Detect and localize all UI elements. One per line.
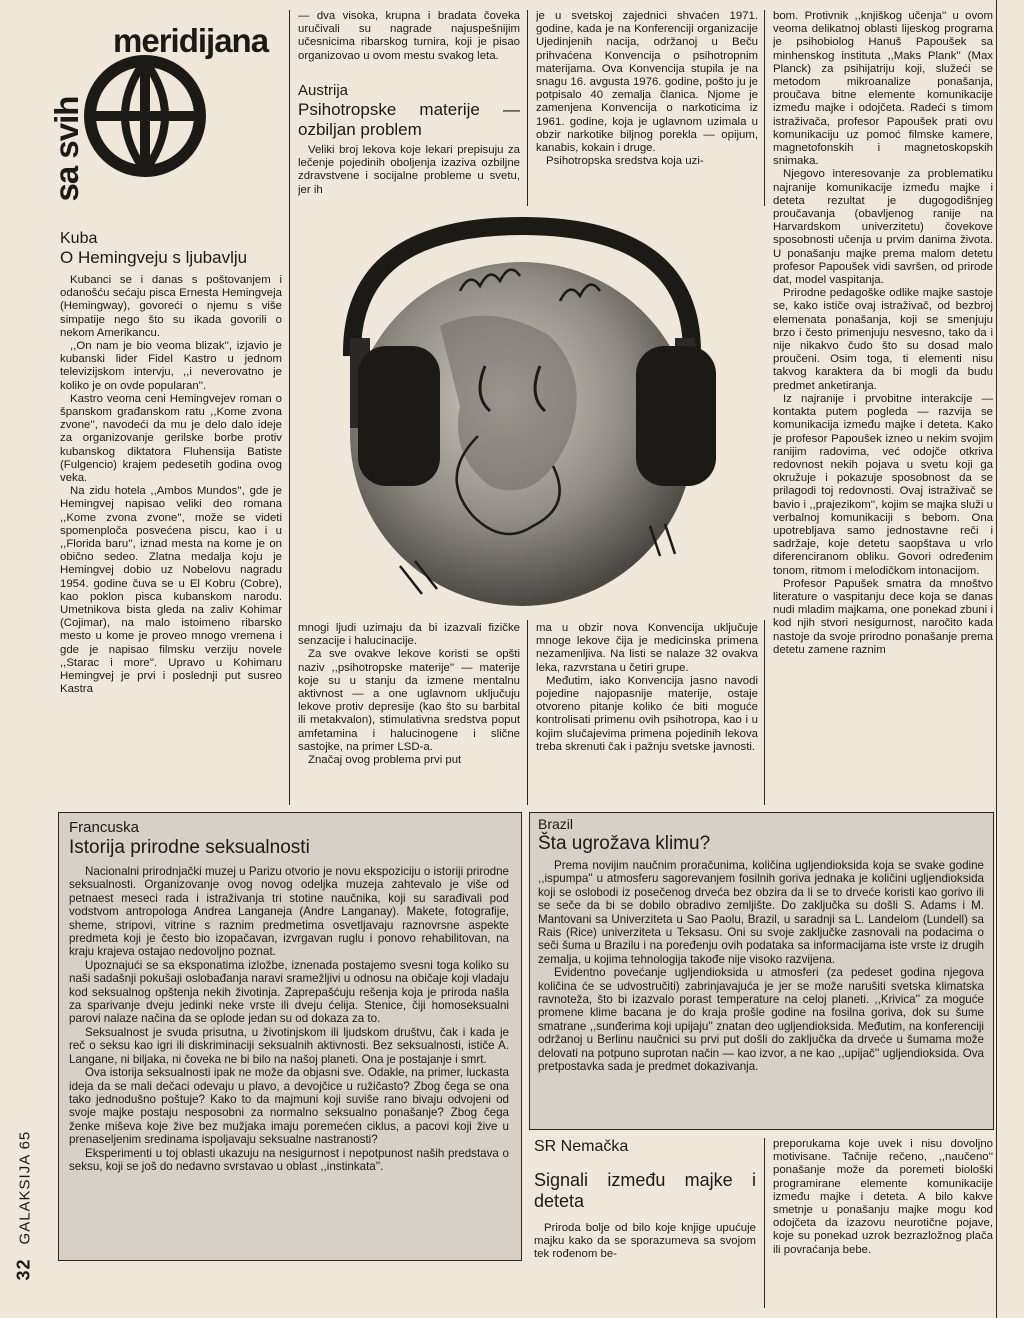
- logo-top-word: meridijana: [113, 22, 269, 59]
- magazine-name: GALAKSIJA 65: [16, 1130, 34, 1245]
- article-title: Psihotropske materije — ozbiljan problem: [298, 100, 520, 139]
- page-edge-rule: [996, 0, 997, 1318]
- paragraph: Njegovo interesovanje za problematiku najranije komunikacije između majke i deteta rezultat je dugogodišnjeg proučavanja (obavljenog ranije na Harvardskom univerzitetu) čovekove sposobnosti učenja u prvim danima života. U ponašanju majke prema malom detetu profesor Papoušek vidi savršen, od prirode dat, model vaspitanja.: [773, 168, 993, 287]
- paragraph: Kubanci se i danas s poštovanjem i odanošću sećaju pisca Ernesta Hemingveja (Hemingway), govoreći o njemu s više simpatije nego što su ikada govorili o nekom Amerikancu.: [60, 274, 282, 339]
- page-footer-label: [4, 1120, 44, 1300]
- article-title: Šta ugrožava klimu?: [538, 833, 711, 854]
- article-brazil-box: [529, 812, 994, 1130]
- article-austrija-continued: [298, 622, 520, 806]
- article-title: Istorija prirodne seksualnosti: [69, 837, 310, 858]
- article-francuska-box: [58, 812, 522, 1261]
- paragraph: Priroda bolje od bilo koje knjige upućuje majku kako da se sporazumeva sa svojom tek rođenom be-: [534, 1222, 756, 1261]
- article-kuba: [60, 230, 282, 808]
- article-continuation: [298, 10, 520, 80]
- paragraph: Ova istorija seksualnosti ipak ne može da objasni sve. Odakle, na primer, luckasta ideja da se mali dečaci odevaju u plavo, a devojčice u ružičasto? Zbog čega se ona tako jednodušno poštuje? Kako to da majmuni koji suviše rano bivaju odvojeni od svoje majke postaju nesposobni za normalno seksualno ponašanje? Zbog čega ženke miševa koje žive bez mužjaka imaju poremećen ciklus, a pacovi koji žive u prenaseljenim sredinama ispoljavaju seksualne nastranosti?: [69, 1066, 509, 1147]
- paragraph: preporukama koje uvek i nisu dovoljno motivisane. Tačnije rečeno, ,,naučeno'' ponašanje može da poremeti biološki programirane elemente komunikacije između majke i deteta. A bilo kakve smetnje u ponašanju majke mogu kod odojčeta da izazovu neurotične pojave, koje su ponekad uzrok bezrazložnog plača ili povraćanja bebe.: [773, 1138, 993, 1256]
- article-kicker: SR Nemačka: [534, 1138, 629, 1155]
- paragraph: Seksualnost je svuda prisutna, u životinjskom ili ljudskom društvu, čak i kada je reč o seksu kao igri ili diskriminaciji seksualnih aktivnosti. Bez seksualnosti, ističe A. Langane, ni biljaka, ni čoveka ne bi bilo na našoj planeti. Ona je postajanje i smrt.: [69, 1025, 509, 1066]
- article-kicker: Kuba: [60, 230, 98, 247]
- paragraph: Međutim, iako Konvencija jasno navodi pojedine najopasnije materije, ostaje otvoreno pitanje koliko će biti moguće kontrolisati primenu ovih psihotropa, kao i u kojim slučajevima primena pojedinih lekova treba skrenuti čak i pažnju svetske javnosti.: [536, 674, 758, 753]
- paragraph: Veliki broj lekova koje lekari prepisuju za lečenje pojedinih oboljenja izaziva ozbiljne zdravstvene i socijalne probleme u svetu, jer ih: [298, 144, 520, 196]
- paragraph: Značaj ovog problema prvi put: [308, 754, 462, 767]
- globe-headphones-icon: [290, 206, 765, 620]
- paragraph: ma u obzir nova Konvencija uključuje mnoge lekove čija je medicinska primena nezamenljiva. Na listi se nalaze 32 ovakva leka, razvrstana u četiri grupe.: [536, 622, 758, 674]
- paragraph: — dva visoka, krupna i bradata čoveka uručivali su nagrade najuspešnijim učesnicima ribarskog turnira, koji je pisao organizovao u ovom mestu svakog leta.: [298, 10, 520, 62]
- paragraph: Evidentno povećanje ugljendioksida u atmosferi (za pedeset godina njegova količina će se udvostručiti) zabrinjavajuća je jer se može narušiti svetska klimatska ravnoteža, što bi izazvalo porast temperature na celoj planeti. ,,Krivica'' za moguće promene klime bacana je do kraja prošle godine na fosilna goriva, dok su šume smatrane ,,sunđerima koji upijaju'' znatan deo ugljendioksida. Međutim, na konferenciji održanoj u Berlinu naučnici su prvi put došli do zaključka da drveće u šumama može delovati na potpuno suprotan način — kao izvor, a ne kao ,,upijač'' ugljendioksida. Ova pretpostavka sada je predmet dokazivanja.: [538, 966, 984, 1074]
- article-kicker: Brazil: [538, 816, 574, 832]
- article-nemacka-continued: [773, 1138, 993, 1310]
- paragraph: Nacionalni prirodnjački muzej u Parizu otvorio je novu ekspoziciju o istoriji prirodne seksualnosti. Organizovanje ovog novog odeljka muzeja zahtevalo je više od petnaest meseci rada i istraživanja tri stotine naučnika, koji su sarađivali pod vodstvom antropologa Andrea Langaneja (Andre Langanay). Makete, fotografije, sheme, stripovi, vitrine s raznim predmetima osvetljavaju raznovrsne aspekte predmeta koji je često bio izopačavan, izvrgavan ruglu i ponovo rehabilitovan, na kraju krajeva ostajao nedovoljno poznat.: [69, 865, 509, 959]
- globe-headphones-illustration: [290, 206, 765, 620]
- article-title: Signali između majke i deteta: [534, 1170, 756, 1211]
- paragraph: mnogi ljudi uzimaju da bi izazvali fizičke senzacije i halucinacije.: [298, 622, 520, 648]
- page-number: 32: [13, 1258, 34, 1281]
- column-rule: [764, 1138, 765, 1308]
- paragraph: Za sve ovakve lekove koristi se opšti naziv ,,psihotropske materije'' — materije koje su u stanju da izmene mentalnu aktivnost — a one uglavnom uključuju lekove protiv depresije (kao što su barbital ili metakvalon), stimulativna sredstva poput amfetamina i halucinogene i slične sastojke, na primer LSD-a.: [298, 648, 520, 753]
- paragraph: Kastro veoma ceni Hemingvejev roman o španskom građanskom ratu ,,Kome zvona zvone'', navodeći da mu je delo dalo ideje za organizovanje gerilske borbe protiv kubanskog diktatora Fluhensija Batiste (Fulgencio) krajem pedesetih godina ovog veka.: [60, 392, 282, 485]
- article-kicker: Austrija: [298, 82, 349, 99]
- paragraph: bom. Protivnik ,,knjiškog učenja'' u ovom veoma delikatnoj oblasti lijeskog programa je psihobiolog Hanuš Papoušek sa minhenskog instituta ,,Maks Plank'' (Max Planck) za psihijatriju koji, služeći se metodom mikroanalize ponašanja, proučava bitne elemente komunikacije između majke i odojčeta. Radeći s timom istraživača, profesor Papoušek prati ovu komunikaciju uz pomoć filmske kamere, magnetofonskih i magnetoskopskih snimaka.: [773, 10, 993, 168]
- paragraph: Na zidu hotela ,,Ambos Mundos'', gde je Hemingvej napisao veliki deo romana ,,Kome zvona zvone'', može se videti spomenploča posvećena piscu, kao i u ,,Florida baru'', iznad mesta na kome je on obično sedeo. Zlatna medalja koju je Hemingvej dobio uz Nobelovu nagradu 1954. godine čuva se u El Kobru (Cobre), kao poklon pisca kubanskom narodu. Umetnikova bista gleda na zaliv Kohimar (Cojimar), na malo istoimeno ribarsko mesto u kome je proveo mnogo vremena i gde je napisao filmsku verziju novele ,,Starac i more''. Upravo u Kohimaru Hemingvej je prvi i poslednji put susreo Kastra: [60, 485, 282, 696]
- article-nemacka: [534, 1138, 756, 1310]
- paragraph: Psihotropska sredstva koja uzi-: [546, 155, 704, 168]
- section-logo: [48, 18, 280, 223]
- article-austrija-continued: [536, 622, 758, 806]
- paragraph: Upoznajući se sa eksponatima izložbe, iznenada postajemo svesni toga koliko su naši sadašnji pokušaji oslobađanja naravi sramežljivi u odnosu na običaje koji vladaju kod seksualnog opštenja nekih životinja. Zaprepašćuju rešenja koja je priroda našla za sparivanje dveju jedinki neke vrste ili dveju ćelija. Stenice, čiji homoseksualni parovi nalaze načina da se oplode jedan su od dokaza za to.: [69, 958, 509, 1026]
- article-austrija-continued: [536, 10, 758, 206]
- logo-side-word: sa svih: [48, 96, 85, 202]
- article-nemacka-continued: [773, 10, 993, 806]
- article-title: O Hemingveju s ljubavlju: [60, 248, 248, 267]
- paragraph: ,,On nam je bio veoma blizak'', izjavio je kubanski lider Fidel Kastro u jednom televizijskom intervju, ,,i neverovatno je koliko je on ovde popularan''.: [60, 340, 282, 392]
- paragraph: Profesor Papušek smatra da mnoštvo literature o vaspitanju dece koja se danas nudi mladim majkama, one ponekad zbuni i kod njih stvori nesigurnost, naročito kada nastoje da svoje prirodno ponašanje prema detetu zamene raznim: [773, 577, 993, 656]
- article-kicker: Francuska: [69, 819, 140, 836]
- paragraph: Prema novijim naučnim proračunima, količina ugljendioksida koja se svake godine ,,ispumpa'' u atmosferu sagorevanjem fosilnih goriva jednaka je količini ugljendioksida koji se oslobodi iz posečenog drveća bez obzira da li se to drveće koristi kao gorivo ili se seče da bi se dobilo obradivo zemljište. Do zaključka su došli S. Adams i M. Mantovani sa Univerziteta u Sao Paolu, Brazil, u saradnji sa L. Landelom (Lundell) sa Rais (Rice) univerziteta u Teksasu. Oni su svoje zaključke zasnovali na podacima o seči šuma u Brazilu i na poređenju ovih podataka sa informacijama iste vrste iz drugih zemalja, u kojima tehnologija takođe nije visoko razvijena.: [538, 859, 984, 966]
- paragraph: Iz najranije i prvobitne interakcije — kontakta putem pogleda — razvija se komunikacija između majke i deteta. Kako je profesor Papoušek izneo u nekim svojim ranijim radovima, već odojče otkriva redovnost nekih pojava u svetu koji ga okružuje i pokazuje sposobnost da se prilagodi toj redovnosti. Ovaj istraživač se bavio i ,,prajezikom'', kojim se majka služi u verbalnoj komunikaciji s bebom. Ona upotrebljava samo jednostavne reči i sadržaje, koje detetu saopštava u vrlo diferenciranom obliku. Govori određenim tonom, ritmom i melodičkom intonacijom.: [773, 392, 993, 577]
- paragraph: Prirodne pedagoške odlike majke sastoje se, kako ističe ovaj istraživač, od bezbroj elemenata ponašanja, koji se smenjuju brzo i često primenjuju nesvesno, tako da i nije nikakvo čudo što su dosad malo proučeni. Osim toga, ti elementi nisu takvog karaktera da bi mogli da budu predmet anketiranja.: [773, 287, 993, 392]
- paragraph: je u svetskoj zajednici shvaćen 1971. godine, kada je na Konferenciji organizacije Ujedinjenih nacija, održanoj u Beču prihvaćena Konvencija o psihotropnim materijama. Ova Konvencija stupila je na snagu 16. avgusta 1976. godine, pošto ju je potpisalo 40 zemalja članica. Njome je zamenjena Konvencija o narkoticima iz 1961. godine, koja je uglavnom uzimala u obzir narkotike biljnog porekla — opijum, kanabis, kokain i druge.: [536, 10, 758, 155]
- paragraph: Eksperimenti u toj oblasti ukazuju na nesigurnost i nepotpunost naših predstava o seksu, koji se još do nedavno svrstavao u oblast ,,instinkata''.: [69, 1146, 509, 1173]
- article-austrija: [298, 82, 520, 204]
